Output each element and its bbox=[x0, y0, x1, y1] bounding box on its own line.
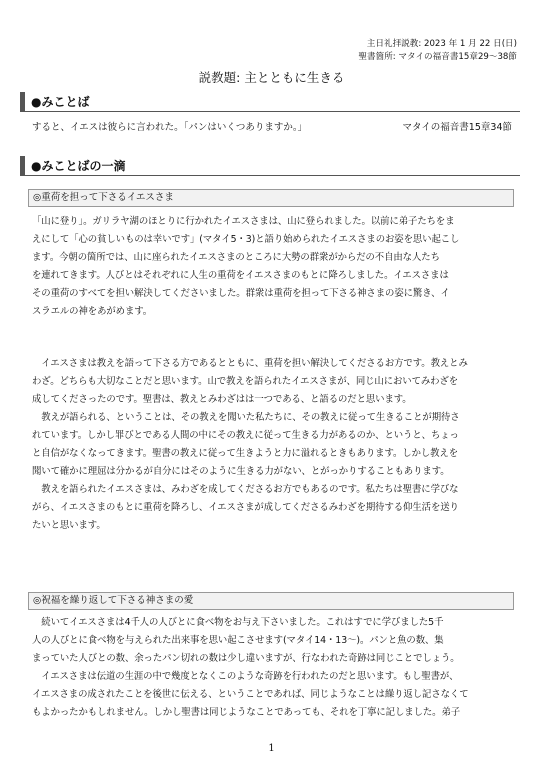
paragraph-2 bbox=[32, 355, 514, 535]
scripture-passage: 聖書箇所: マタイの福音書15章29～38節 bbox=[358, 52, 517, 62]
text-line: 続いてイエスさまは4千人の人びとに食べ物をお与え下さいました。これはすでに学びました5千 bbox=[32, 617, 444, 628]
text-line: と自信がなくなってきます。聖書の教えに従って生きようと力に溢れるときもあります。しかし教えを bbox=[32, 448, 459, 459]
text-line: ます。今朝の箇所では、山に座られたイエスさまのところに大勢の群衆がからだの不自由な人たち bbox=[32, 252, 440, 263]
text-line: その重荷のすべてを担い解決してくださいました。群衆は重荷を担って下さる神さまの姿に驚き、イ bbox=[32, 288, 450, 299]
text-line: 人の人びとに食べ物を与えられた出来事を思い起こさせます(マタイ14・13～)。パンと魚の数、集 bbox=[32, 635, 444, 646]
paragraph-1 bbox=[32, 213, 514, 321]
text-line: イエスさまは教えを語って下さる方であるとともに、重荷を担い解決してくださるお方です。教えとみ bbox=[32, 358, 468, 369]
verse-reference: マタイの福音書15章34節 bbox=[402, 122, 512, 133]
text-line: 教えが語られる、ということは、その教えを聞いた私たちに、その教えに従って生きることが期待さ bbox=[32, 412, 460, 423]
page-number: 1 bbox=[268, 743, 275, 754]
sermon-title: 説教題: 主とともに生きる bbox=[198, 70, 345, 85]
text-line: がら、イエスさまのもとに重荷を降ろし、イエスさまが成してくださるみわざを期待する仰生活を送り bbox=[32, 502, 459, 513]
section-heading-word: ●みことば bbox=[20, 92, 520, 112]
text-line: えにして「心の貧しいものは幸いです」(マタイ5・3)と語り始められたイエスさまのお姿を思い起こし bbox=[32, 234, 460, 245]
text-line: イエスさまの成されたことを後世に伝える、ということであれば、同じようなことは繰り返し記さなくて bbox=[32, 689, 469, 700]
sermon-date: 主日礼拝説教: 2023 年 1 月 22 日(日) bbox=[366, 39, 517, 49]
verse-text: すると、イエスは彼らに言われた。「パンはいくつありますか。」 bbox=[32, 122, 308, 133]
text-line: 教えを語られたイエスさまは、みわざを成してくださるお方でもあるのです。私たちは聖書に学びな bbox=[32, 484, 459, 495]
text-line: もよかったかもしれません。しかし聖書は同じようなことであっても、それを丁寧に記しました。弟子 bbox=[32, 707, 461, 718]
text-line: まっていた人びとの数、余ったパン切れの数は少し違いますが、行なわれた奇跡は同じことでしょう。 bbox=[32, 653, 460, 664]
text-line: を連れてきます。人びとはそれぞれに人生の重荷をイエスさまのもとに降ろしました。イエスさまは bbox=[32, 270, 449, 281]
text-line: スラエルの神をあがめます。 bbox=[32, 306, 153, 317]
subheading-burden: ◎重荷を担って下さるイエスさま bbox=[28, 189, 514, 207]
subheading-blessing: ◎祝福を繰り返して下さる神さまの愛 bbox=[28, 592, 514, 610]
paragraph-3 bbox=[32, 614, 514, 722]
section-heading-drop: ●みことばの一滴 bbox=[20, 156, 520, 176]
text-line: れています。しかし罪びとである人間の中にその教えに従って生きる力があるのか、というと、ちょっ bbox=[32, 430, 459, 441]
text-line: イエスさまは伝道の生涯の中で幾度となくこのような奇跡を行われたのだと思います。もし聖書が、 bbox=[32, 671, 459, 682]
text-line: わざ。どちらも大切なことだと思います。山で教えを語られたイエスさまが、同じ山においてみわざを bbox=[32, 376, 459, 387]
text-line: 「山に登り」。ガリラヤ湖のほとりに行かれたイエスさまは、山に登られました。以前に弟子たちをま bbox=[32, 216, 455, 227]
text-line: 成してくださったのです。聖書は、教えとみわざはは一つである、と語るのだと思います。 bbox=[32, 394, 412, 405]
text-line: 聞いて確かに理屈は分かるが自分にはそのように生きる力がない、とがっかりすることもあります。 bbox=[32, 466, 450, 477]
text-line: たいと思います。 bbox=[32, 520, 106, 531]
